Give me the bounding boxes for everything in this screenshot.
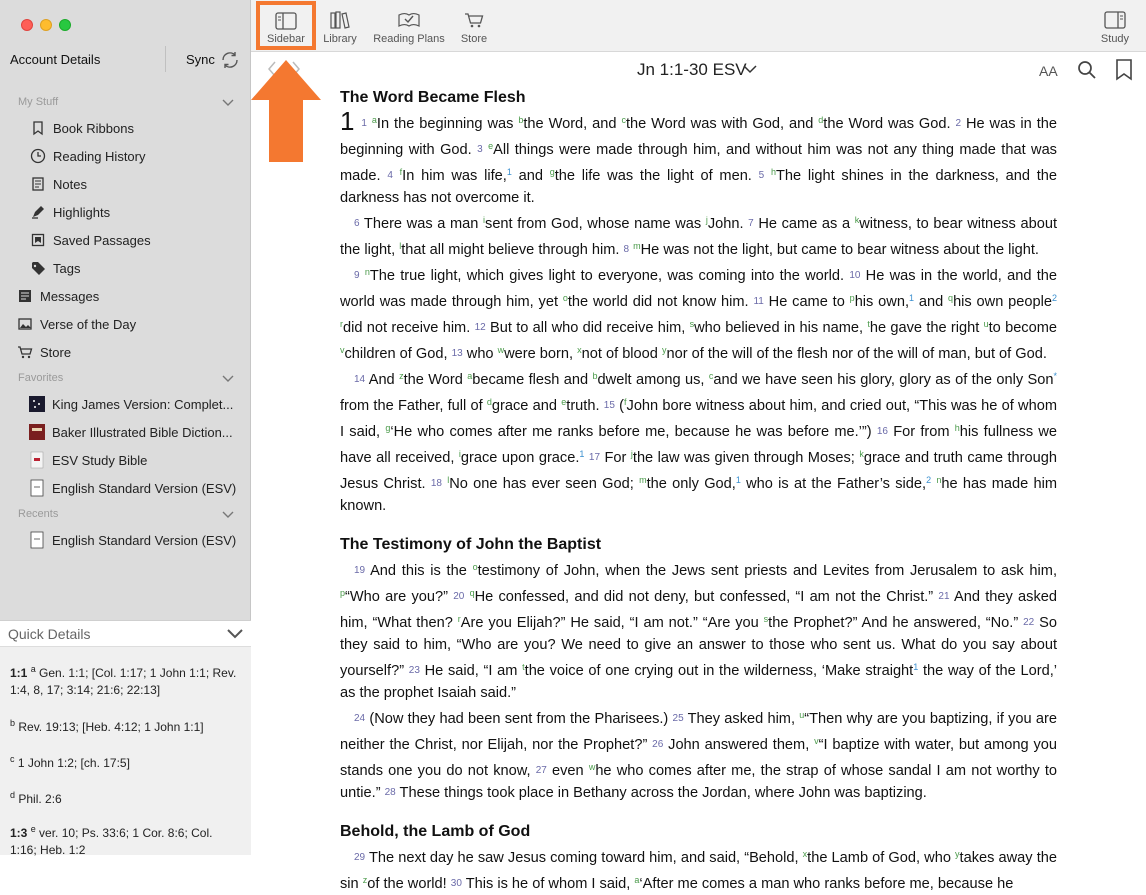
study-panel-icon bbox=[1104, 11, 1126, 29]
paragraph: 29 The next day he saw Jesus coming toward him, and said, “Behold, $^x$the Lamb of God, who $^y$takes away the sin $^z$of the world! 30 This is he of whom I said, $^a$‘After me comes a man who ranks before me, because he bbox=[340, 849, 1057, 892]
tag-icon bbox=[30, 260, 46, 276]
sidebar-item-label: Notes bbox=[53, 176, 87, 192]
quick-details-entry[interactable] bbox=[10, 661, 242, 699]
version-text: ESV bbox=[712, 60, 747, 79]
paragraph: 9 $^n$The true light, which gives light to everyone, was coming into the world. 10 He was in the world, and the world was made through him, yet $^o$the world did not know him. 11 He came to $^p$his own,$^1$ and $^q$his own people$^2$ $^r$did not receive him. 12 But to all who did receive him, $^s$who believed in his name, $^t$he gave the right $^u$to become $^v$children of God, 13 who $^w$were born, $^x$not of blood $^y$nor of the will of the flesh nor of the will of man, but of God. bbox=[340, 267, 1057, 362]
sidebar-item-label: Reading History bbox=[53, 148, 146, 164]
sidebar-item-label: Highlights bbox=[53, 204, 111, 220]
entry-mark: e bbox=[30, 824, 36, 834]
quick-details-entry[interactable] bbox=[10, 821, 242, 859]
close-window-button[interactable] bbox=[21, 19, 33, 31]
sidebar-item-label: English Standard Version (ESV) bbox=[52, 532, 237, 548]
toolbar-label: Reading Plans bbox=[373, 33, 445, 45]
favorite-item-kjv[interactable] bbox=[29, 393, 239, 415]
study-button[interactable] bbox=[1095, 0, 1135, 52]
chevron-down-icon[interactable] bbox=[222, 511, 234, 519]
sidebar-item-verse-of-the-day[interactable] bbox=[17, 313, 136, 335]
font-size-button[interactable]: AA bbox=[1039, 63, 1058, 79]
highlighter-icon bbox=[30, 204, 46, 220]
quick-details-entry[interactable] bbox=[10, 751, 242, 772]
toolbar-label: Store bbox=[460, 33, 488, 45]
minimize-window-button[interactable] bbox=[40, 19, 52, 31]
library-button[interactable] bbox=[317, 0, 363, 52]
quick-details-header[interactable] bbox=[0, 621, 251, 647]
reading-plans-button[interactable] bbox=[369, 0, 449, 52]
bible-text bbox=[340, 88, 1057, 895]
entry-mark: d bbox=[10, 790, 16, 800]
favorite-item-esv[interactable] bbox=[29, 477, 239, 499]
bookmark-icon bbox=[30, 120, 46, 136]
sidebar-item-saved-passages[interactable] bbox=[30, 229, 151, 251]
entry-text: Gen. 1:1; [Col. 1:17; 1 John 1:1; Rev. 1:4, 8, 17; 3:14; 21:6; 22:13] bbox=[10, 666, 237, 697]
paragraph: 1 1 $^a$In the beginning was $^b$the Word, and $^c$the Word was with God, and $^d$the Word was God. 2 He was in the beginning with God. 3 $^e$All things were made through him, and without him was not any thing made that was made. 4 $^f$In him was life,$^1$ and $^g$the life was the light of men. 5 $^h$The light shines in the darkness, and the darkness has not overcome it. bbox=[340, 106, 1058, 206]
sidebar-item-label: Saved Passages bbox=[53, 232, 151, 248]
reference-text: Jn 1:1-30 bbox=[637, 60, 708, 79]
quick-details-entry[interactable] bbox=[10, 787, 242, 808]
quick-details-title: Quick Details bbox=[8, 626, 91, 642]
quick-details-entry[interactable] bbox=[10, 715, 242, 736]
quick-details-panel bbox=[0, 620, 251, 855]
sidebar-item-messages[interactable] bbox=[17, 285, 99, 307]
my-stuff-header: My Stuff bbox=[18, 96, 59, 108]
messages-icon bbox=[17, 288, 33, 304]
toolbar-label: Study bbox=[1100, 33, 1130, 45]
image-icon bbox=[17, 316, 33, 332]
account-details-link[interactable]: Account Details bbox=[10, 52, 101, 67]
section-heading: The Word Became Flesh bbox=[340, 89, 526, 106]
sidebar-item-label: Messages bbox=[40, 288, 100, 304]
entry-text: ver. 10; Ps. 33:6; 1 Cor. 8:6; Col. 1:16; Heb. 1:2 bbox=[10, 826, 213, 857]
sidebar-item-label: ESV Study Bible bbox=[52, 452, 148, 468]
sidebar-item-reading-history[interactable] bbox=[30, 145, 146, 167]
book-cover-icon bbox=[29, 480, 45, 496]
favorites-header: Favorites bbox=[18, 372, 64, 384]
book-cover-icon bbox=[29, 532, 45, 548]
section-heading: The Testimony of John the Baptist bbox=[340, 536, 602, 553]
cart-icon bbox=[463, 11, 485, 29]
search-icon[interactable] bbox=[1077, 60, 1097, 80]
sidebar-item-book-ribbons[interactable] bbox=[30, 117, 134, 139]
library-icon bbox=[329, 11, 351, 29]
entry-text: Rev. 19:13; [Heb. 4:12; 1 John 1:1] bbox=[18, 720, 204, 734]
recent-item-esv[interactable] bbox=[29, 529, 239, 551]
entry-ref: 1:1 bbox=[10, 666, 28, 680]
favorite-item-esv-study[interactable] bbox=[29, 449, 239, 471]
passage-nav-bar bbox=[251, 53, 1146, 87]
paragraph: 24 (Now they had been sent from the Pharisees.) 25 They asked him, $^u$“Then why are you baptizing, if you are neither the Christ, nor Elijah, nor the Prophet?” 26 John answered them, $^v$“I baptize with water, but among you stands one you do not know, 27 even $^w$he who comes after me, the strap of whose sandal I am not worthy to untie.” 28 These things took place in Bethany across the Jordan, where John was baptizing. bbox=[340, 710, 1057, 801]
book-cover-icon bbox=[29, 452, 45, 468]
book-cover-icon bbox=[29, 424, 45, 440]
zoom-window-button[interactable] bbox=[59, 19, 71, 31]
sidebar-toggle-button[interactable] bbox=[256, 1, 316, 50]
chevron-down-icon[interactable] bbox=[227, 629, 243, 639]
entry-mark: b bbox=[10, 718, 16, 728]
sidebar-item-label: English Standard Version (ESV) bbox=[52, 480, 237, 496]
sidebar-item-label: King James Version: Complet... bbox=[52, 396, 234, 412]
entry-mark: a bbox=[30, 664, 36, 674]
entry-ref: 1:3 bbox=[10, 826, 28, 840]
bookmark-icon[interactable] bbox=[1115, 59, 1133, 81]
saved-passage-icon bbox=[30, 232, 46, 248]
divider bbox=[165, 46, 166, 72]
section-heading: Behold, the Lamb of God bbox=[340, 823, 531, 840]
sidebar-item-highlights[interactable] bbox=[30, 201, 110, 223]
entry-text: Phil. 2:6 bbox=[18, 792, 62, 806]
reading-plans-icon bbox=[398, 11, 420, 29]
paragraph: 6 There was a man $^i$sent from God, whose name was $^j$John. 7 He came as a $^k$witness, to bear witness about the light, $^l$that all might believe through him. 8 $^m$He was not the light, but came to bear witness about the light. bbox=[340, 215, 1057, 258]
store-button[interactable] bbox=[455, 0, 493, 52]
toolbar-label: Sidebar bbox=[267, 33, 305, 45]
sidebar-icon bbox=[275, 12, 297, 30]
clock-icon bbox=[30, 148, 46, 164]
paragraph: 14 And $^z$the Word $^a$became flesh and $^b$dwelt among us, $^c$and we have seen his glory, glory as of the only Son* from the Father, full of $^d$grace and $^e$truth. 15 ($^f$John bore witness about him, and cried out, “This was he of whom I said, $^g$‘He who comes after me ranks before me, because he was before me.’”) 16 For from $^h$his fullness we have all received, $^i$grace upon grace.$^1$ 17 For $^j$the law was given through Moses; $^k$grace and truth came through Jesus Christ. 18 $^l$No one has ever seen God; $^m$the only God,$^1$ who is at the Father’s side,$^2$ $^n$he has made him known. bbox=[340, 371, 1058, 514]
recents-header: Recents bbox=[18, 508, 59, 520]
sync-icon[interactable] bbox=[220, 50, 240, 70]
sidebar bbox=[0, 0, 251, 855]
sidebar-item-tags[interactable] bbox=[30, 257, 80, 279]
book-cover-icon bbox=[29, 396, 45, 412]
sidebar-item-label: Tags bbox=[53, 260, 81, 276]
note-icon bbox=[30, 176, 46, 192]
chevron-down-icon[interactable] bbox=[743, 65, 757, 74]
sync-button[interactable]: Sync bbox=[186, 52, 215, 67]
toolbar-label: Library bbox=[323, 33, 357, 45]
up-arrow-annotation bbox=[251, 60, 321, 162]
sidebar-item-store[interactable] bbox=[17, 341, 71, 363]
sidebar-item-label: Baker Illustrated Bible Diction... bbox=[52, 424, 233, 440]
paragraph: 19 And this is the $^o$testimony of John, when the Jews sent priests and Levites from Jerusalem to ask him, $^p$“Who are you?” 20 $^q$He confessed, and did not deny, but confessed, “I am not the Christ.” 21 And they asked him, “What then? $^r$Are you Elijah?” He said, “I am not.” “Are you $^s$the Prophet?” And he answered, “No.” 22 So they said to him, “Who are you? We need to give an answer to those who sent us. What do you say about yourself?” 23 He said, “I am $^t$the voice of one crying out in the wilderness, ‘Make straight$^1$ the way of the Lord,’ as the prophet Isaiah said.” bbox=[340, 562, 1057, 701]
chevron-down-icon[interactable] bbox=[222, 99, 234, 107]
chevron-down-icon[interactable] bbox=[222, 375, 234, 383]
sidebar-item-label: Book Ribbons bbox=[53, 120, 134, 136]
entry-mark: c bbox=[10, 754, 15, 764]
toolbar bbox=[251, 0, 1146, 52]
cart-icon bbox=[17, 344, 33, 360]
entry-text: 1 John 1:2; [ch. 17:5] bbox=[17, 756, 130, 770]
favorite-item-baker[interactable] bbox=[29, 421, 239, 443]
sidebar-item-label: Store bbox=[40, 344, 72, 360]
sidebar-item-label: Verse of the Day bbox=[40, 316, 137, 332]
passage-reference-button[interactable] bbox=[637, 60, 747, 80]
sidebar-item-notes[interactable] bbox=[30, 173, 87, 195]
